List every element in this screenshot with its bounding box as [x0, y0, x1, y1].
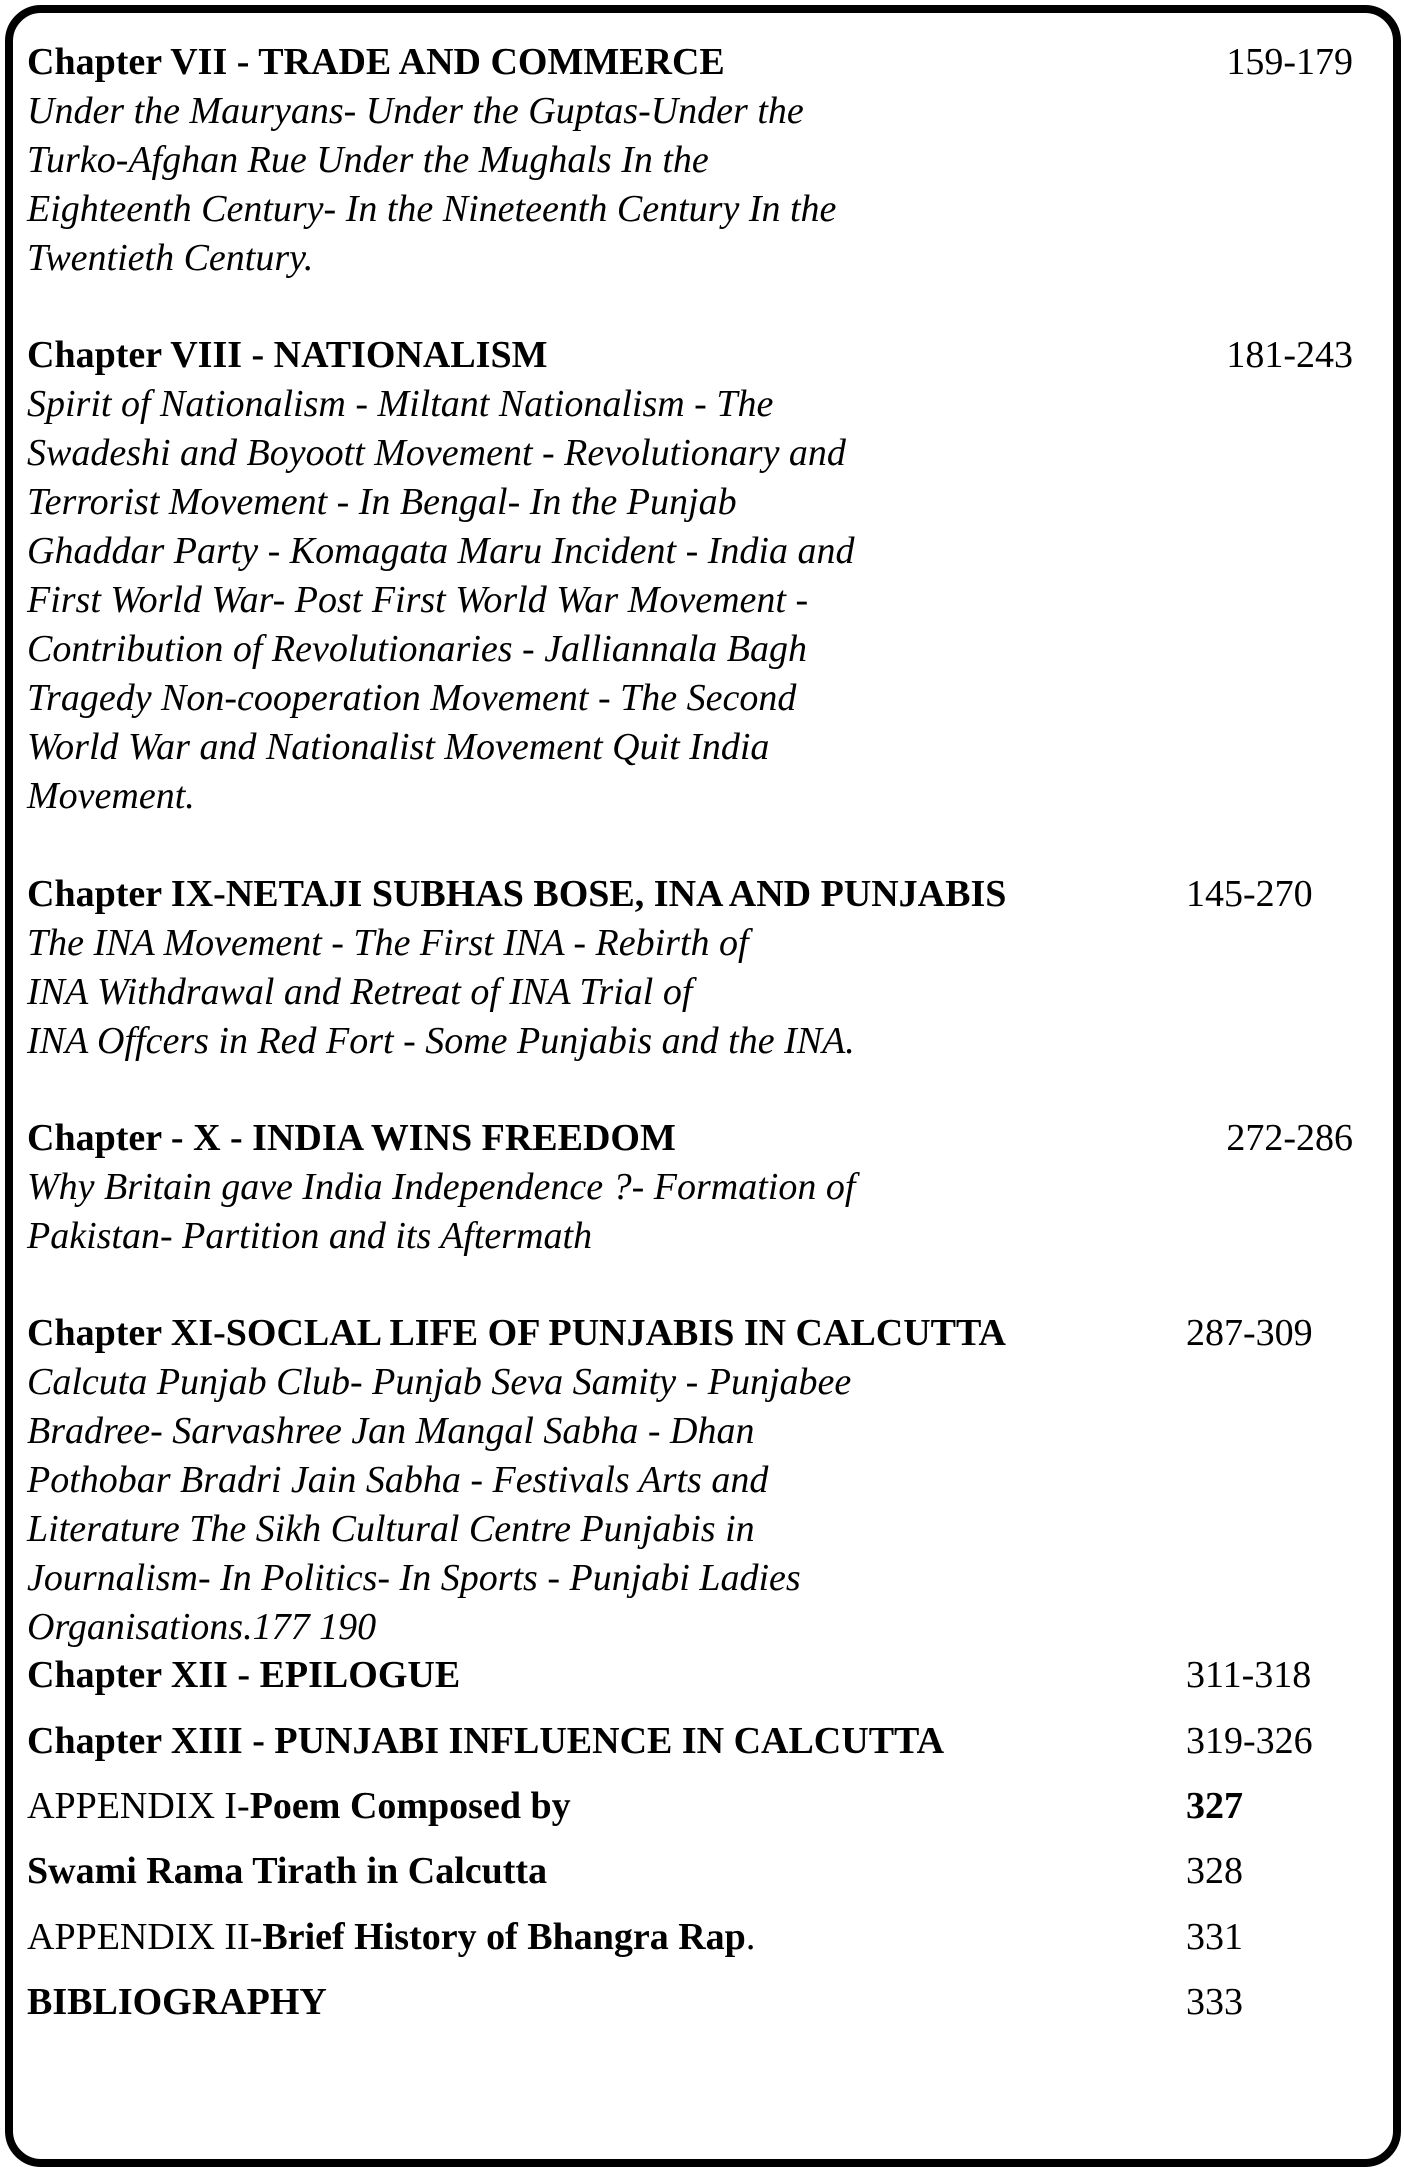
chapter-description	[27, 87, 836, 283]
appendix-title	[27, 1912, 755, 1962]
description-line: Tragedy Non-cooperation Movement - The Second	[27, 677, 797, 719]
chapter-title: Chapter XIII - PUNJABI INFLUENCE IN CALCUTTA	[27, 1720, 945, 1762]
appendix-title: Swami Rama Tirath in Calcutta	[27, 1850, 548, 1892]
chapter-title: Chapter IX-NETAJI SUBHAS BOSE, INA AND PUNJABIS	[27, 873, 1007, 915]
page-number: 331	[1186, 1916, 1243, 1958]
chapter-title: Chapter VIII - NATIONALISM	[27, 334, 548, 376]
description-line: Why Britain gave India Independence ?- Formation of	[27, 1166, 856, 1208]
page-range: 319-326	[1186, 1720, 1313, 1762]
description-line: Ghaddar Party - Komagata Maru Incident - India and	[27, 530, 855, 572]
chapter-title: Chapter XI-SOCLAL LIFE OF PUNJABIS IN CALCUTTA	[27, 1312, 1006, 1354]
description-line: Pakistan- Partition and its Aftermath	[27, 1215, 593, 1257]
page-range: 145-270	[1186, 873, 1313, 915]
chapter-title: Chapter XII - EPILOGUE	[27, 1654, 461, 1696]
chapter-title: Chapter VII - TRADE AND COMMERCE	[27, 41, 725, 83]
description-line: Bradree- Sarvashree Jan Mangal Sabha - Dhan	[27, 1410, 755, 1452]
chapter-title: Chapter - X - INDIA WINS FREEDOM	[27, 1117, 676, 1159]
page-range: 159-179	[1226, 41, 1353, 83]
contents-frame	[5, 5, 1401, 2167]
page-number: 333	[1186, 1981, 1243, 2023]
description-line: Eighteenth Century- In the Nineteenth Century In the	[27, 188, 837, 230]
description-line: Movement.	[27, 775, 195, 817]
chapter-description	[27, 380, 854, 821]
appendix-suffix: .	[745, 1916, 756, 1958]
description-line: Journalism- In Politics- In Sports - Punjabi Ladies	[27, 1557, 801, 1599]
appendix-prefix: APPENDIX I-	[27, 1785, 250, 1827]
description-line: Turko-Afghan Rue Under the Mughals In the	[27, 139, 709, 181]
page-number: 328	[1186, 1850, 1243, 1892]
bibliography-title: BIBLIOGRAPHY	[27, 1981, 327, 2023]
description-line: World War and Nationalist Movement Quit India	[27, 726, 770, 768]
appendix-title	[27, 1781, 571, 1831]
description-line: Calcuta Punjab Club- Punjab Seva Samity - Punjabee	[27, 1361, 852, 1403]
description-line: First World War- Post First World War Movement -	[27, 579, 809, 621]
appendix-name: Brief History of Bhangra Rap	[262, 1916, 746, 1958]
description-line: Under the Mauryans- Under the Guptas-Under the	[27, 90, 804, 132]
page-range: 181-243	[1226, 334, 1353, 376]
chapter-description	[27, 1358, 851, 1652]
description-line: Twentieth Century.	[27, 237, 314, 279]
appendix-name: Poem Composed by	[249, 1785, 571, 1827]
description-line: INA Withdrawal and Retreat of INA Trial of	[27, 971, 693, 1013]
description-line: Literature The Sikh Cultural Centre Punjabis in	[27, 1508, 755, 1550]
description-line: Spirit of Nationalism - Miltant Nationalism - The	[27, 383, 774, 425]
description-line: Pothobar Bradri Jain Sabha - Festivals Arts and	[27, 1459, 769, 1501]
description-line: Swadeshi and Boyoott Movement - Revolutionary and	[27, 432, 846, 474]
page-range: 272-286	[1226, 1117, 1353, 1159]
description-line: The INA Movement - The First INA - Rebirth of	[27, 922, 749, 964]
description-line: Contribution of Revolutionaries - Jalliannala Bagh	[27, 628, 808, 670]
page-range: 287-309	[1186, 1312, 1313, 1354]
page-number: 327	[1186, 1785, 1243, 1827]
chapter-description	[27, 1163, 855, 1261]
appendix-prefix: APPENDIX II-	[27, 1916, 263, 1958]
description-line: Terrorist Movement - In Bengal- In the Punjab	[27, 481, 737, 523]
page-range: 311-318	[1186, 1654, 1312, 1696]
description-line: INA Offcers in Red Fort - Some Punjabis and the INA.	[27, 1020, 855, 1062]
chapter-description	[27, 919, 855, 1066]
description-line: Organisations.177 190	[27, 1606, 377, 1648]
